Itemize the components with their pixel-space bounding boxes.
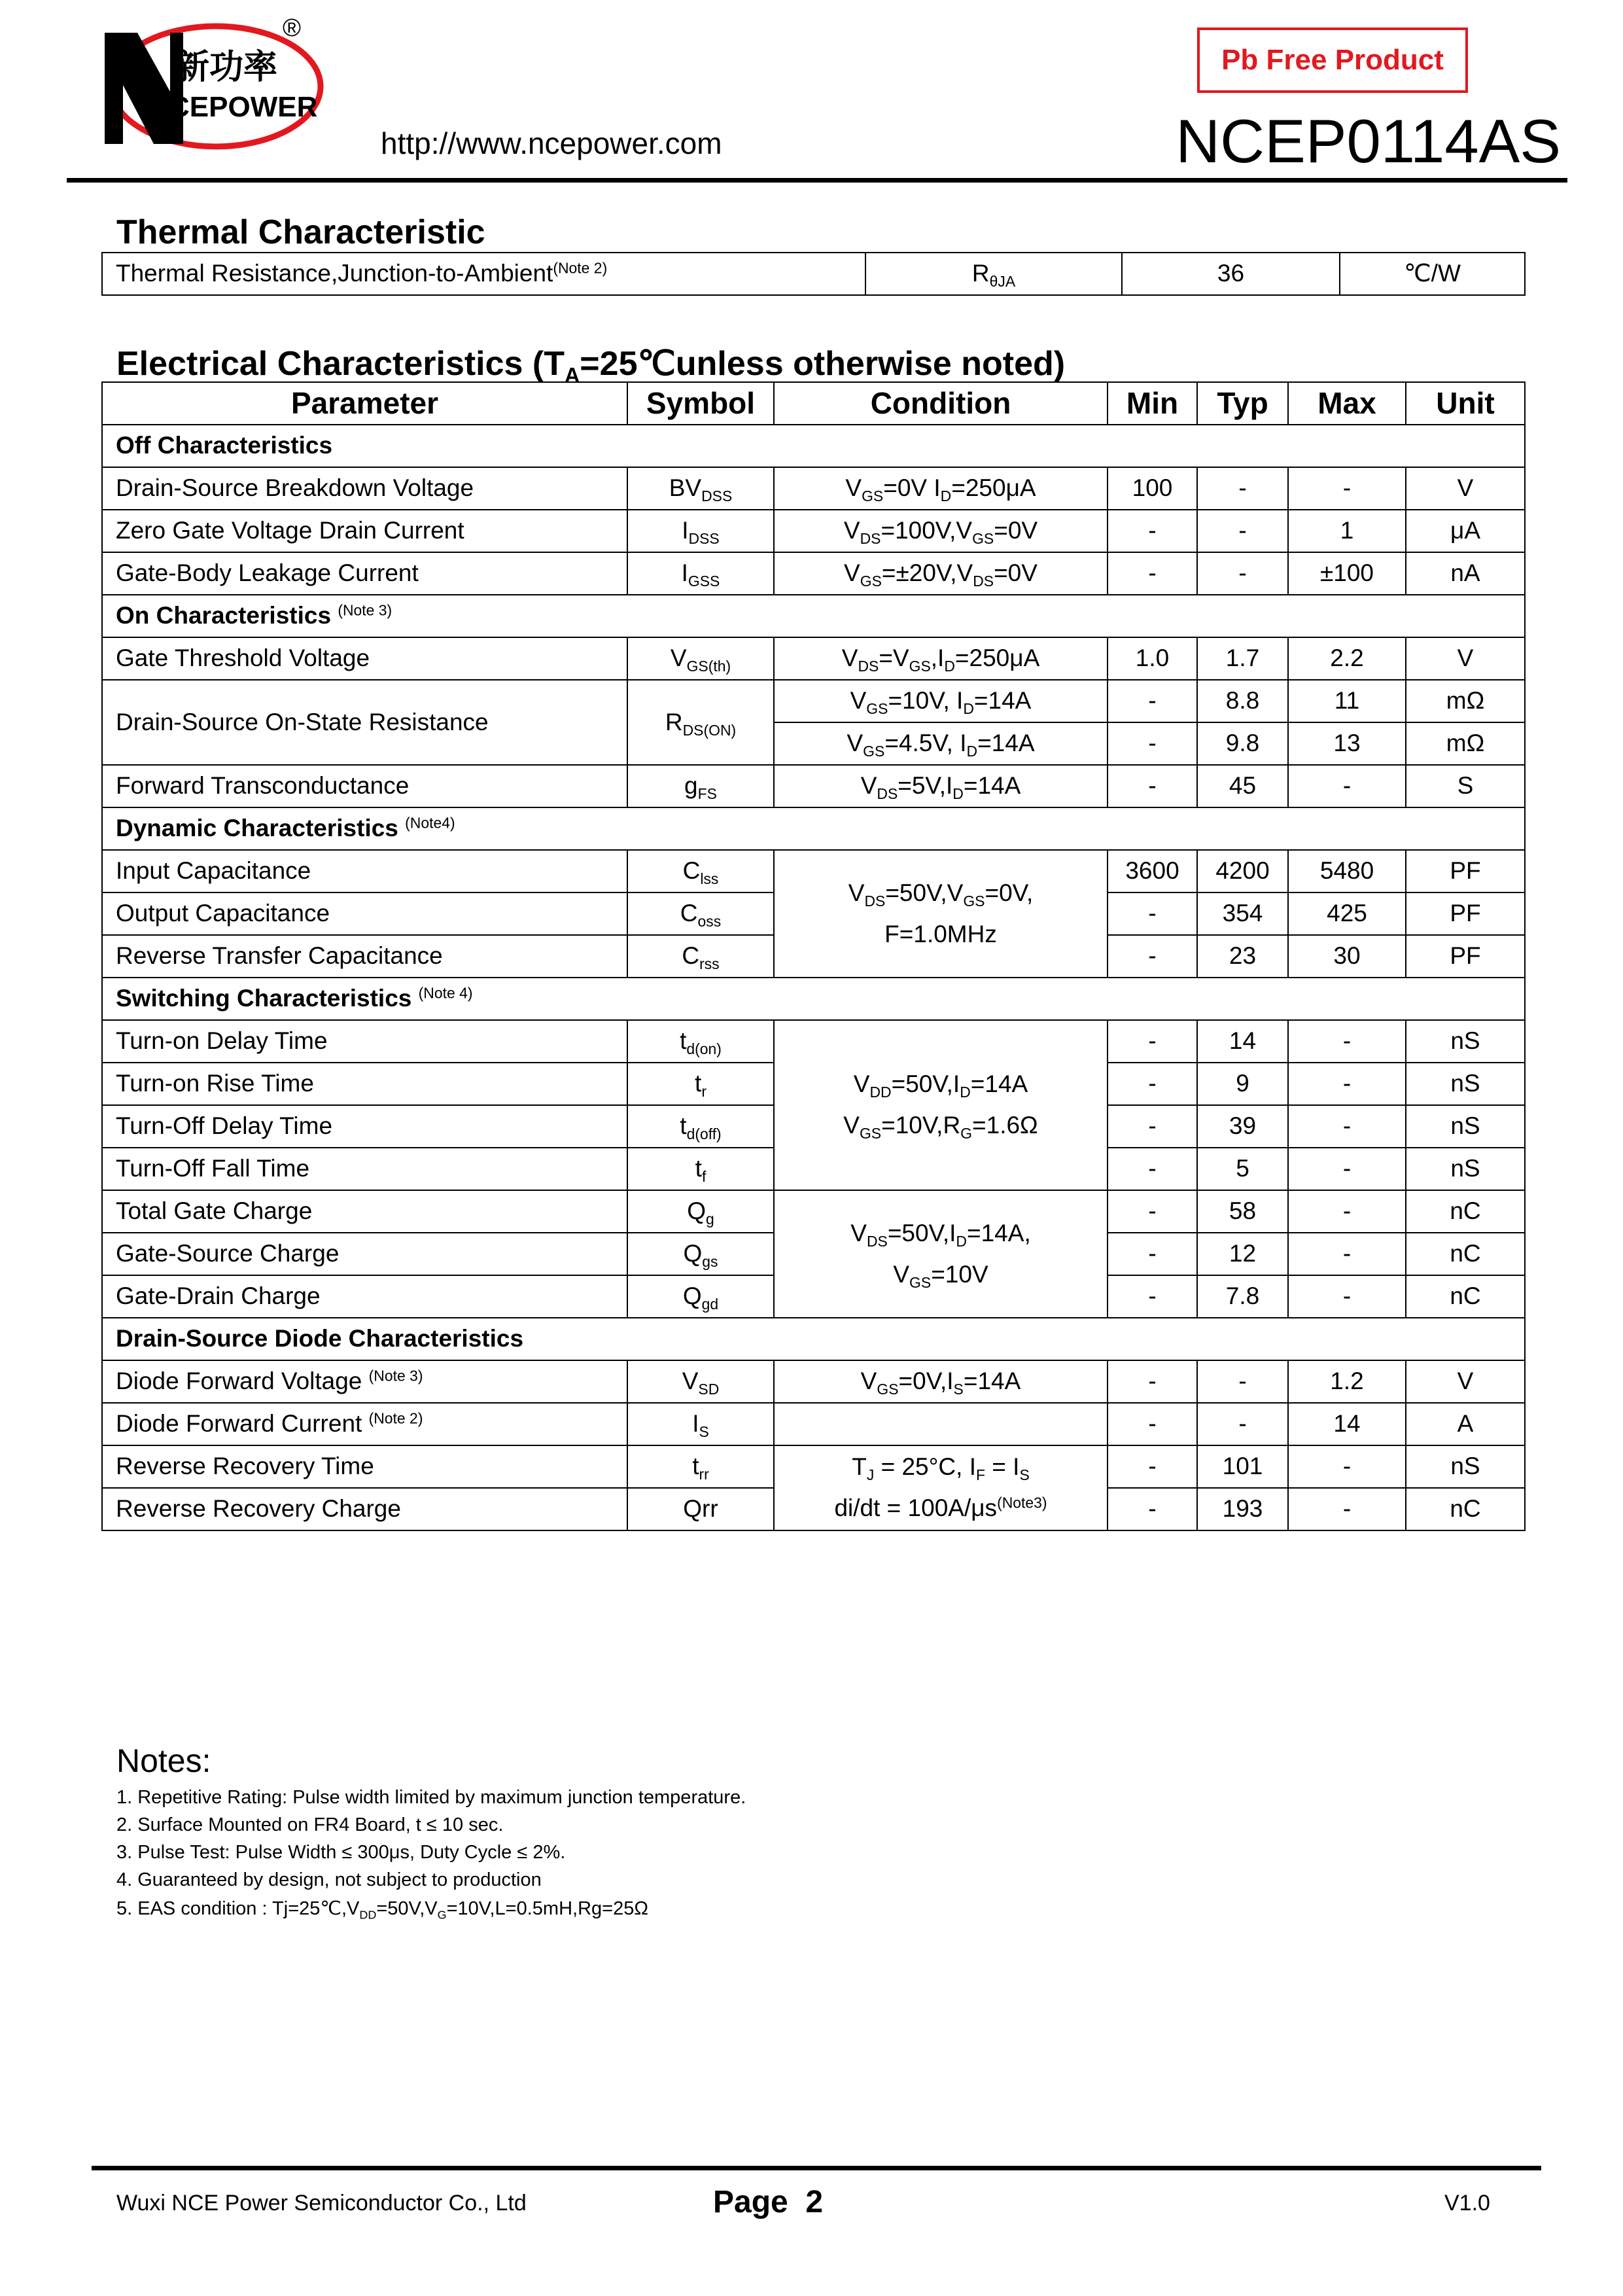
param-cell: Zero Gate Voltage Drain Current <box>102 510 627 552</box>
value-cell: 36 <box>1122 253 1340 295</box>
max-cell: - <box>1288 1063 1406 1105</box>
min-cell: - <box>1108 1020 1197 1063</box>
typ-cell: 58 <box>1197 1190 1288 1233</box>
param-cell: Diode Forward Current $^{(Note 2)}$ <box>102 1403 627 1445</box>
param-cell: Turn-on Rise Time <box>102 1063 627 1105</box>
note-item: 1. Repetitive Rating: Pulse width limited by maximum junction temperature. <box>116 1787 746 1808</box>
max-cell: 2.2 <box>1288 637 1406 680</box>
max-cell: 30 <box>1288 935 1406 978</box>
unit-cell: nC <box>1406 1275 1525 1318</box>
symbol-cell: $I_{DSS}$ <box>627 510 774 552</box>
symbol-cell: $R_{\theta JA}$ <box>865 253 1122 295</box>
param-cell: Reverse Recovery Time <box>102 1445 627 1488</box>
min-cell: 100 <box>1108 467 1197 510</box>
condition-cell: $V_{GS}=\pm 20V,V_{DS}=0V$ <box>774 552 1108 595</box>
max-cell: 5480 <box>1288 850 1406 892</box>
symbol-cell: $t_{d(off)}$ <box>627 1105 774 1148</box>
min-cell: 3600 <box>1108 850 1197 892</box>
max-cell: - <box>1288 765 1406 807</box>
max-cell: ±100 <box>1288 552 1406 595</box>
param-cell: Drain-Source On-State Resistance <box>102 680 627 765</box>
symbol-cell: $g_{FS}$ <box>627 765 774 807</box>
condition-cell <box>774 1403 1108 1445</box>
typ-cell: 1.7 <box>1197 637 1288 680</box>
param-cell: Drain-Source Breakdown Voltage <box>102 467 627 510</box>
symbol-cell: $C_{oss}$ <box>627 892 774 935</box>
table-row <box>102 637 1525 680</box>
symbol-cell: $t_{d(on)}$ <box>627 1020 774 1063</box>
min-cell: - <box>1108 1488 1197 1530</box>
min-cell: - <box>1108 1360 1197 1403</box>
symbol-cell: $Q_g$ <box>627 1190 774 1233</box>
min-cell: - <box>1108 1148 1197 1190</box>
symbol-cell: $t_r$ <box>627 1063 774 1105</box>
col-symbol: Symbol <box>627 382 774 425</box>
typ-cell: 101 <box>1197 1445 1288 1488</box>
symbol-cell: Qrr <box>627 1488 774 1530</box>
note-item: 5. EAS condition : $Tj=25℃,V_{DD}=50V,V_G=10V,L=0.5mH,Rg=25\Omega$ <box>116 1898 649 1922</box>
unit-cell: nC <box>1406 1190 1525 1233</box>
min-cell: 1.0 <box>1108 637 1197 680</box>
unit-cell: nS <box>1406 1148 1525 1190</box>
note-item: 4. Guaranteed by design, not subject to production <box>116 1869 542 1890</box>
logo-cn-text: 新功率 <box>175 48 278 87</box>
table-row <box>102 1360 1525 1403</box>
param-cell: Turn-Off Fall Time <box>102 1148 627 1190</box>
condition-cell: $V_{GS}=4.5V$, $I_D=14A$ <box>774 722 1108 765</box>
condition-cell: $V_{DS}=50V,I_D=14A$, $V_{GS}=10V$ <box>774 1190 1108 1318</box>
typ-cell: - <box>1197 1403 1288 1445</box>
section-dynamic: Dynamic Characteristics $^{(Note4)}$ <box>102 807 1525 850</box>
unit-cell: nC <box>1406 1488 1525 1530</box>
min-cell: - <box>1108 1063 1197 1105</box>
unit-cell: nS <box>1406 1105 1525 1148</box>
header-row <box>102 382 1525 425</box>
symbol-cell: $I_{GSS}$ <box>627 552 774 595</box>
min-cell: - <box>1108 892 1197 935</box>
max-cell: - <box>1288 1148 1406 1190</box>
unit-cell: A <box>1406 1403 1525 1445</box>
max-cell: - <box>1288 1233 1406 1275</box>
electrical-title: Electrical Characteristics ($T_A=25℃unless$ otherwise noted) <box>116 345 1066 387</box>
section-row <box>102 978 1525 1020</box>
condition-cell: $V_{GS}=10V$, $I_D=14A$ <box>774 680 1108 722</box>
condition-cell: $V_{DS}=5V,I_D=14A$ <box>774 765 1108 807</box>
unit-cell: PF <box>1406 892 1525 935</box>
section-switching: Switching Characteristics $^{(Note 4)}$ <box>102 978 1525 1020</box>
symbol-cell: $V_{GS(th)}$ <box>627 637 774 680</box>
unit-cell: V <box>1406 637 1525 680</box>
min-cell: - <box>1108 1403 1197 1445</box>
table-row <box>102 467 1525 510</box>
min-cell: - <box>1108 765 1197 807</box>
unit-cell: V <box>1406 1360 1525 1403</box>
symbol-cell: $R_{DS(ON)}$ <box>627 680 774 765</box>
max-cell: 11 <box>1288 680 1406 722</box>
thermal-title: Thermal Characteristic <box>116 213 485 251</box>
min-cell: - <box>1108 510 1197 552</box>
param-cell: Gate-Body Leakage Current <box>102 552 627 595</box>
unit-cell: mΩ <box>1406 722 1525 765</box>
param-cell: Reverse Transfer Capacitance <box>102 935 627 978</box>
typ-cell: - <box>1197 552 1288 595</box>
typ-cell: 354 <box>1197 892 1288 935</box>
col-parameter: Parameter <box>102 382 627 425</box>
typ-cell: - <box>1197 1360 1288 1403</box>
section-off: Off Characteristics <box>102 425 1525 467</box>
note-item: 2. Surface Mounted on FR4 Board, t ≤ 10 sec. <box>116 1814 504 1835</box>
max-cell: 425 <box>1288 892 1406 935</box>
typ-cell: 9 <box>1197 1063 1288 1105</box>
max-cell: 1 <box>1288 510 1406 552</box>
max-cell: - <box>1288 1275 1406 1318</box>
param-cell: Gate Threshold Voltage <box>102 637 627 680</box>
min-cell: - <box>1108 552 1197 595</box>
max-cell: - <box>1288 1445 1406 1488</box>
typ-cell: 39 <box>1197 1105 1288 1148</box>
param-cell: Turn-Off Delay Time <box>102 1105 627 1148</box>
unit-cell: ℃/W <box>1340 253 1525 295</box>
section-row <box>102 425 1525 467</box>
param-cell: Thermal Resistance,Junction-to-Ambient$^{(Note 2)}$ <box>102 253 865 295</box>
col-typ: Typ <box>1197 382 1288 425</box>
table-row <box>102 1403 1525 1445</box>
unit-cell: nA <box>1406 552 1525 595</box>
symbol-cell: $I_S$ <box>627 1403 774 1445</box>
col-condition: Condition <box>774 382 1108 425</box>
condition-cell: $V_{DS}=V_{GS},I_D=250\mu A$ <box>774 637 1108 680</box>
section-row <box>102 595 1525 637</box>
website-url[interactable]: http://www.ncepower.com <box>381 126 722 160</box>
page-number: Page 2 <box>713 2185 824 2219</box>
electrical-table <box>101 381 1526 1531</box>
table-row <box>102 1020 1525 1063</box>
col-unit: Unit <box>1406 382 1525 425</box>
note-item: 3. Pulse Test: Pulse Width ≤ 300μs, Duty Cycle ≤ 2%. <box>116 1842 566 1863</box>
symbol-cell: $V_{SD}$ <box>627 1360 774 1403</box>
unit-cell: nS <box>1406 1020 1525 1063</box>
param-cell: Gate-Drain Charge <box>102 1275 627 1318</box>
version-label: V1.0 <box>1444 2191 1490 2216</box>
table-row <box>102 1190 1525 1233</box>
param-cell: Reverse Recovery Charge <box>102 1488 627 1530</box>
condition-cell: $T_J = 25^\circ C$, $I_F = I_S$ $di/dt = 100A/\mu s^{(Note3)}$ <box>774 1445 1108 1530</box>
typ-cell: 9.8 <box>1197 722 1288 765</box>
part-number: NCEP0114AS <box>1176 107 1561 175</box>
min-cell: - <box>1108 722 1197 765</box>
min-cell: - <box>1108 1190 1197 1233</box>
min-cell: - <box>1108 1233 1197 1275</box>
min-cell: - <box>1108 935 1197 978</box>
table-row <box>102 552 1525 595</box>
condition-cell: $V_{GS}=0V$ $I_D=250\mu A$ <box>774 467 1108 510</box>
symbol-cell: $Q_{gd}$ <box>627 1275 774 1318</box>
min-cell: - <box>1108 1105 1197 1148</box>
registered-mark: ® <box>283 14 301 42</box>
typ-cell: 14 <box>1197 1020 1288 1063</box>
table-row <box>102 1445 1525 1488</box>
unit-cell: nC <box>1406 1233 1525 1275</box>
max-cell: - <box>1288 1488 1406 1530</box>
unit-cell: S <box>1406 765 1525 807</box>
param-cell: Gate-Source Charge <box>102 1233 627 1275</box>
header-divider <box>67 178 1567 183</box>
logo-en-text: CEPOWER <box>169 91 318 123</box>
typ-cell: 4200 <box>1197 850 1288 892</box>
param-cell: Forward Transconductance <box>102 765 627 807</box>
typ-cell: 12 <box>1197 1233 1288 1275</box>
table-row <box>102 850 1525 892</box>
unit-cell: PF <box>1406 935 1525 978</box>
condition-cell: $V_{GS}=0V,I_S=14A$ <box>774 1360 1108 1403</box>
symbol-cell: $t_f$ <box>627 1148 774 1190</box>
symbol-cell: $C_{lss}$ <box>627 850 774 892</box>
param-cell: Diode Forward Voltage $^{(Note 3)}$ <box>102 1360 627 1403</box>
unit-cell: nS <box>1406 1063 1525 1105</box>
unit-cell: PF <box>1406 850 1525 892</box>
typ-cell: 45 <box>1197 765 1288 807</box>
unit-cell: μA <box>1406 510 1525 552</box>
section-row <box>102 807 1525 850</box>
typ-cell: 193 <box>1197 1488 1288 1530</box>
param-cell: Total Gate Charge <box>102 1190 627 1233</box>
param-cell: Input Capacitance <box>102 850 627 892</box>
min-cell: - <box>1108 680 1197 722</box>
footer-divider <box>92 2166 1541 2170</box>
unit-cell: V <box>1406 467 1525 510</box>
thermal-table <box>101 252 1526 296</box>
unit-cell: nS <box>1406 1445 1525 1488</box>
max-cell: 13 <box>1288 722 1406 765</box>
symbol-cell: $BV_{DSS}$ <box>627 467 774 510</box>
typ-cell: - <box>1197 467 1288 510</box>
max-cell: - <box>1288 467 1406 510</box>
pb-free-badge: Pb Free Product <box>1197 27 1468 93</box>
notes-title: Notes: <box>116 1742 211 1779</box>
typ-cell: 5 <box>1197 1148 1288 1190</box>
unit-cell: mΩ <box>1406 680 1525 722</box>
symbol-cell: $C_{rss}$ <box>627 935 774 978</box>
section-on: On Characteristics $^{(Note 3)}$ <box>102 595 1525 637</box>
max-cell: 1.2 <box>1288 1360 1406 1403</box>
typ-cell: 23 <box>1197 935 1288 978</box>
param-cell: Turn-on Delay Time <box>102 1020 627 1063</box>
max-cell: 14 <box>1288 1403 1406 1445</box>
condition-cell: $V_{DD}=50V,I_D=14A$ $V_{GS}=10V,R_G=1.6\Omega$ <box>774 1020 1108 1190</box>
typ-cell: 7.8 <box>1197 1275 1288 1318</box>
table-row <box>102 510 1525 552</box>
max-cell: - <box>1288 1105 1406 1148</box>
footer-company: Wuxi NCE Power Semiconductor Co., Ltd <box>116 2191 527 2216</box>
symbol-cell: $t_{rr}$ <box>627 1445 774 1488</box>
max-cell: - <box>1288 1190 1406 1233</box>
condition-cell: $V_{DS}=100V,V_{GS}=0V$ <box>774 510 1108 552</box>
table-row <box>102 253 1525 295</box>
table-row <box>102 765 1525 807</box>
typ-cell: - <box>1197 510 1288 552</box>
typ-cell: 8.8 <box>1197 680 1288 722</box>
col-min: Min <box>1108 382 1197 425</box>
min-cell: - <box>1108 1445 1197 1488</box>
condition-cell: $V_{DS}=50V,V_{GS}=0V$, F=1.0MHz <box>774 850 1108 978</box>
col-max: Max <box>1288 382 1406 425</box>
symbol-cell: $Q_{gs}$ <box>627 1233 774 1275</box>
section-row <box>102 1318 1525 1360</box>
table-row <box>102 680 1525 722</box>
section-diode: Drain-Source Diode Characteristics <box>102 1318 1525 1360</box>
param-cell: Output Capacitance <box>102 892 627 935</box>
max-cell: - <box>1288 1020 1406 1063</box>
min-cell: - <box>1108 1275 1197 1318</box>
